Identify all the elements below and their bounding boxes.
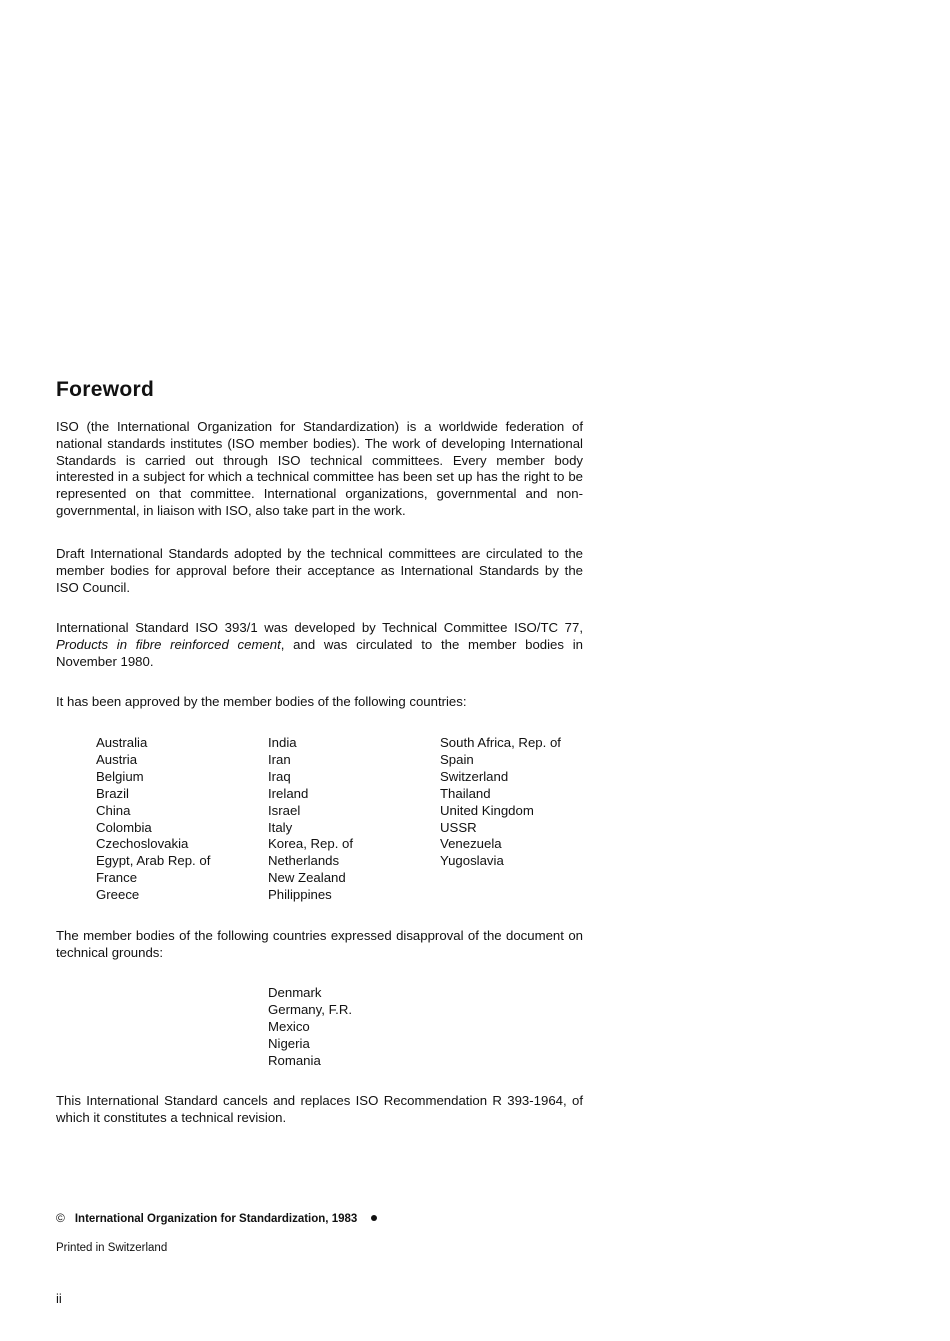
printed-in-note: Printed in Switzerland (56, 1242, 168, 1254)
approving-country: Czechoslovakia (96, 836, 189, 852)
approving-country: Spain (440, 751, 474, 767)
approving-countries-column-3 (440, 735, 561, 870)
committee-title: Products in fibre reinforced cement (56, 636, 281, 652)
approval-intro: It has been approved by the member bodies of the following countries: (56, 694, 467, 709)
approving-country: Venezuela (440, 836, 502, 852)
approving-country: Egypt, Arab Rep. of (96, 853, 211, 869)
approving-country: South Africa, Rep. of (440, 735, 561, 750)
disapproving-country: Denmark (268, 985, 322, 1000)
approving-country: Australia (96, 735, 148, 750)
approving-country: Italy (268, 819, 293, 835)
approving-country: Yugoslavia (440, 853, 504, 869)
approving-country: Thailand (440, 785, 491, 801)
approving-country: Netherlands (268, 853, 340, 869)
copyright-symbol: © (56, 1211, 65, 1225)
disapproval-intro: The member bodies of the following countries expressed disapproval of the document on technical grounds: (56, 928, 583, 960)
copyright-line (56, 1211, 377, 1225)
disapproving-country: Germany, F.R. (268, 1001, 353, 1017)
paragraph-3-text-start: International Standard ISO 393/1 was developed by Technical Committee ISO/TC 77, (56, 620, 583, 635)
approving-country: Israel (268, 802, 301, 818)
approving-country: China (96, 802, 131, 818)
approving-country: United Kingdom (440, 802, 534, 818)
disapproving-country: Nigeria (268, 1035, 310, 1051)
bullet-dot-icon (371, 1215, 377, 1221)
approving-country: Korea, Rep. of (268, 836, 354, 852)
approving-country: Brazil (96, 785, 129, 801)
disapproving-country: Mexico (268, 1018, 310, 1034)
approving-country: India (268, 735, 297, 750)
approving-country: Austria (96, 751, 138, 767)
page-title: Foreword (56, 378, 155, 401)
approving-countries-column-2 (268, 735, 353, 904)
paragraph-3-text-end: , and was circulated to the member bodies in November 1980. (56, 636, 583, 669)
approving-country: France (96, 870, 138, 886)
approving-country: Iraq (268, 768, 291, 784)
copyright-text: International Organization for Standardization, 1983 (74, 1213, 358, 1225)
approving-country: Iran (268, 751, 291, 767)
approving-country: New Zealand (268, 870, 346, 886)
approving-country: USSR (440, 819, 477, 835)
replacement-note: This International Standard cancels and replaces ISO Recommendation R 393-1964, of which it constitutes a technical revision. (56, 1093, 583, 1125)
approving-country: Philippines (268, 887, 332, 903)
foreword-paragraph-1: ISO (the International Organization for Standardization) is a worldwide federation of national standards institutes (ISO member bodies). The work of developing International Standards is carried out through ISO technical committees. Every member body interested in a subject for which a technical committee has been set up has the right to be represented on that committee. International organizations, governmental and non-governmental, in liaison with ISO, also take part in the work. (56, 419, 583, 518)
approving-country: Ireland (268, 785, 309, 801)
approving-country: Switzerland (440, 768, 509, 784)
approving-country: Colombia (96, 819, 152, 835)
foreword-paragraph-2: Draft International Standards adopted by the technical committees are circulated to the member bodies for approval before their acceptance as International Standards by the ISO Council. (56, 546, 583, 595)
approving-countries-column-1 (96, 735, 210, 904)
disapproving-countries-list (268, 985, 352, 1070)
approving-country: Greece (96, 887, 140, 903)
disapproving-country: Romania (268, 1052, 321, 1068)
approving-country: Belgium (96, 768, 144, 784)
foreword-paragraph-3 (56, 620, 583, 670)
page-number: ii (56, 1291, 62, 1306)
